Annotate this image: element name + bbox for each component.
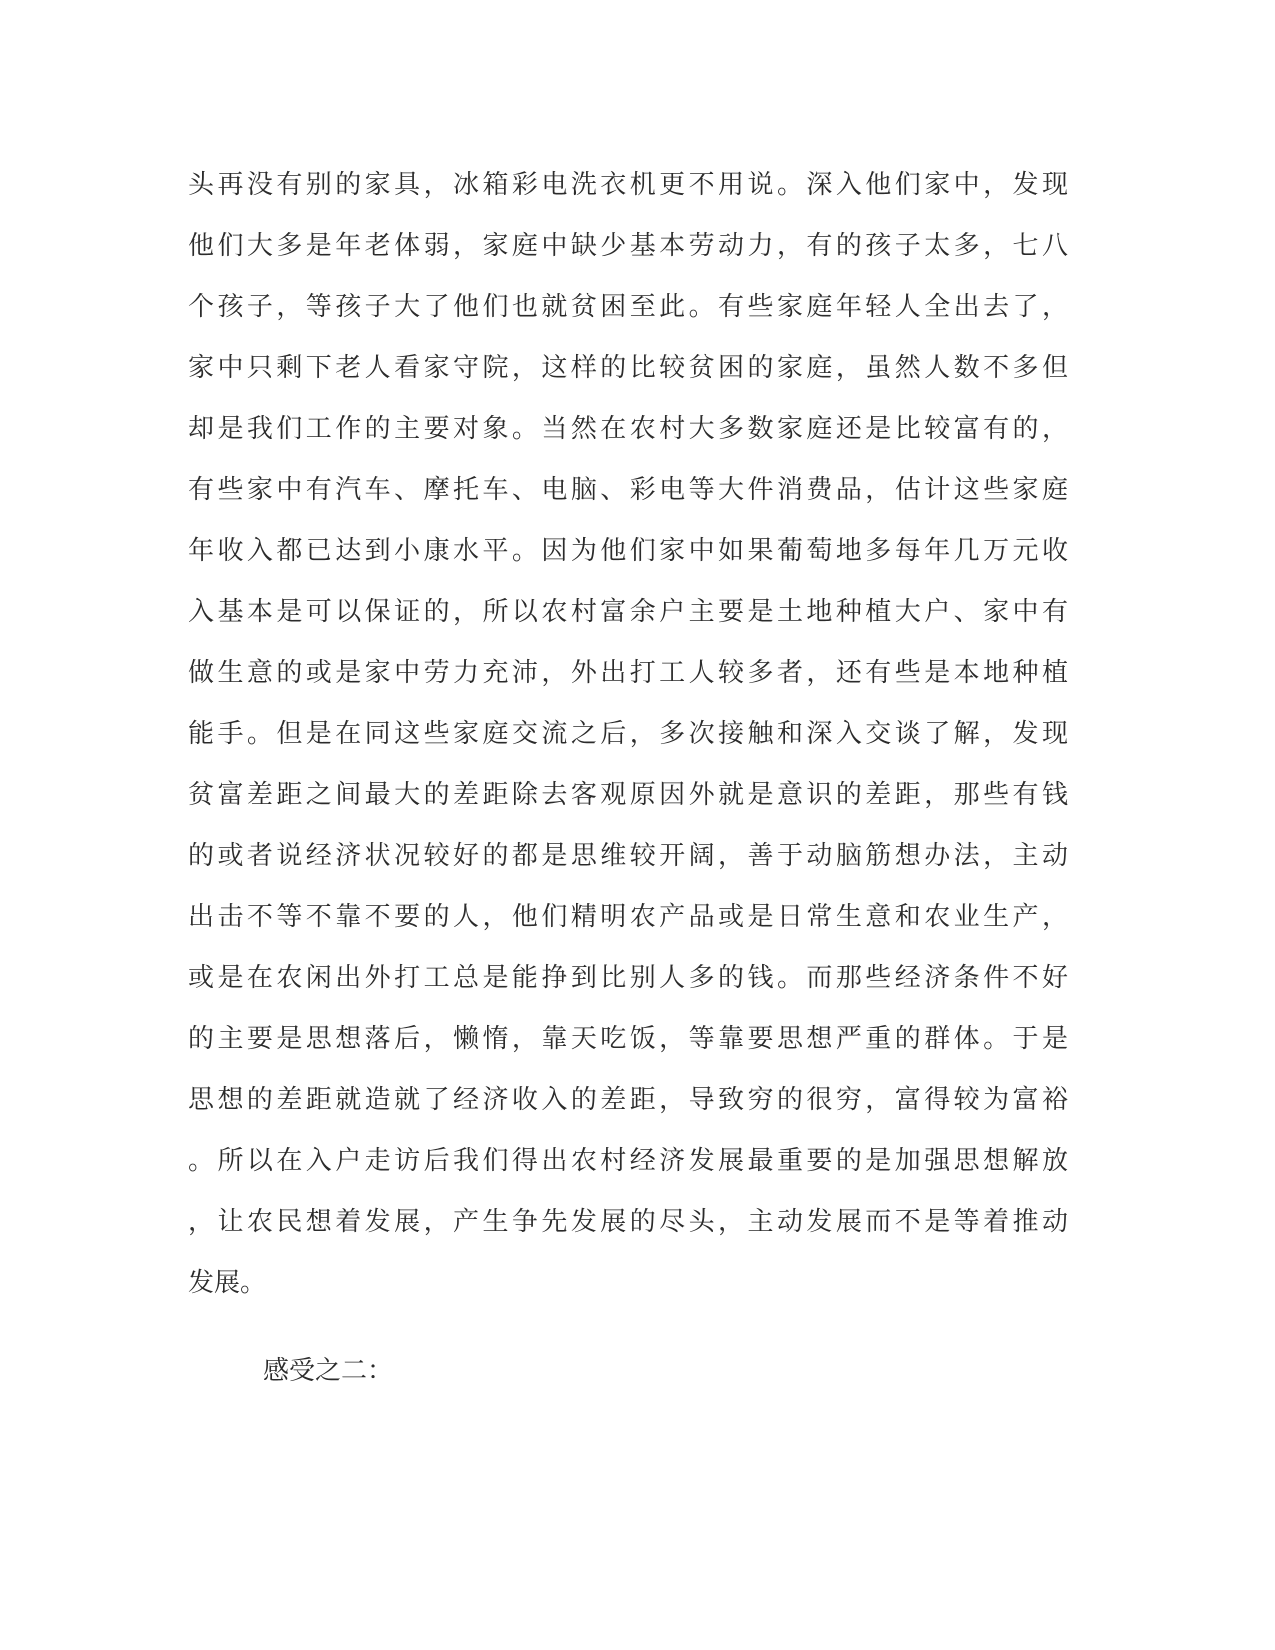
paragraph-line: 入基本是可以保证的，所以农村富余户主要是土地种植大户、家中有 [188, 597, 1068, 627]
paragraph-line: 家中只剩下老人看家守院，这样的比较贫困的家庭，虽然人数不多但 [188, 353, 1068, 383]
paragraph-line: 或是在农闲出外打工总是能挣到比别人多的钱。而那些经济条件不好 [188, 963, 1068, 993]
paragraph-line: 贫富差距之间最大的差距除去客观原因外就是意识的差距，那些有钱 [188, 780, 1068, 810]
paragraph-line: ，让农民想着发展，产生争先发展的尽头，主动发展而不是等着推动 [188, 1207, 1068, 1237]
paragraph-line: 的主要是思想落后，懒惰，靠天吃饭，等靠要思想严重的群体。于是 [188, 1024, 1068, 1054]
paragraph-line: 思想的差距就造就了经济收入的差距，导致穷的很穷，富得较为富裕 [188, 1085, 1068, 1115]
paragraph-line: 。所以在入户走访后我们得出农村经济发展最重要的是加强思想解放 [188, 1146, 1068, 1176]
paragraph-line: 有些家中有汽车、摩托车、电脑、彩电等大件消费品，估计这些家庭 [188, 475, 1068, 505]
paragraph-line: 的或者说经济状况较好的都是思维较开阔，善于动脑筋想办法，主动 [188, 841, 1068, 871]
paragraph-line: 能手。但是在同这些家庭交流之后，多次接触和深入交谈了解，发现 [188, 719, 1068, 749]
section-heading: 感受之二： [263, 1356, 394, 1386]
paragraph-line: 却是我们工作的主要对象。当然在农村大多数家庭还是比较富有的， [188, 414, 1068, 444]
body-paragraph [188, 166, 1068, 1325]
paragraph-line: 出击不等不靠不要的人，他们精明农产品或是日常生意和农业生产， [188, 902, 1068, 932]
paragraph-line: 发展。 [188, 1268, 267, 1298]
paragraph-line: 头再没有别的家具，冰箱彩电洗衣机更不用说。深入他们家中，发现 [188, 170, 1068, 200]
paragraph-line: 他们大多是年老体弱，家庭中缺少基本劳动力，有的孩子太多，七八 [188, 231, 1068, 261]
paragraph-line: 个孩子，等孩子大了他们也就贫困至此。有些家庭年轻人全出去了， [188, 292, 1068, 322]
paragraph-line: 年收入都已达到小康水平。因为他们家中如果葡萄地多每年几万元收 [188, 536, 1068, 566]
paragraph-line: 做生意的或是家中劳力充沛，外出打工人较多者，还有些是本地种植 [188, 658, 1068, 688]
